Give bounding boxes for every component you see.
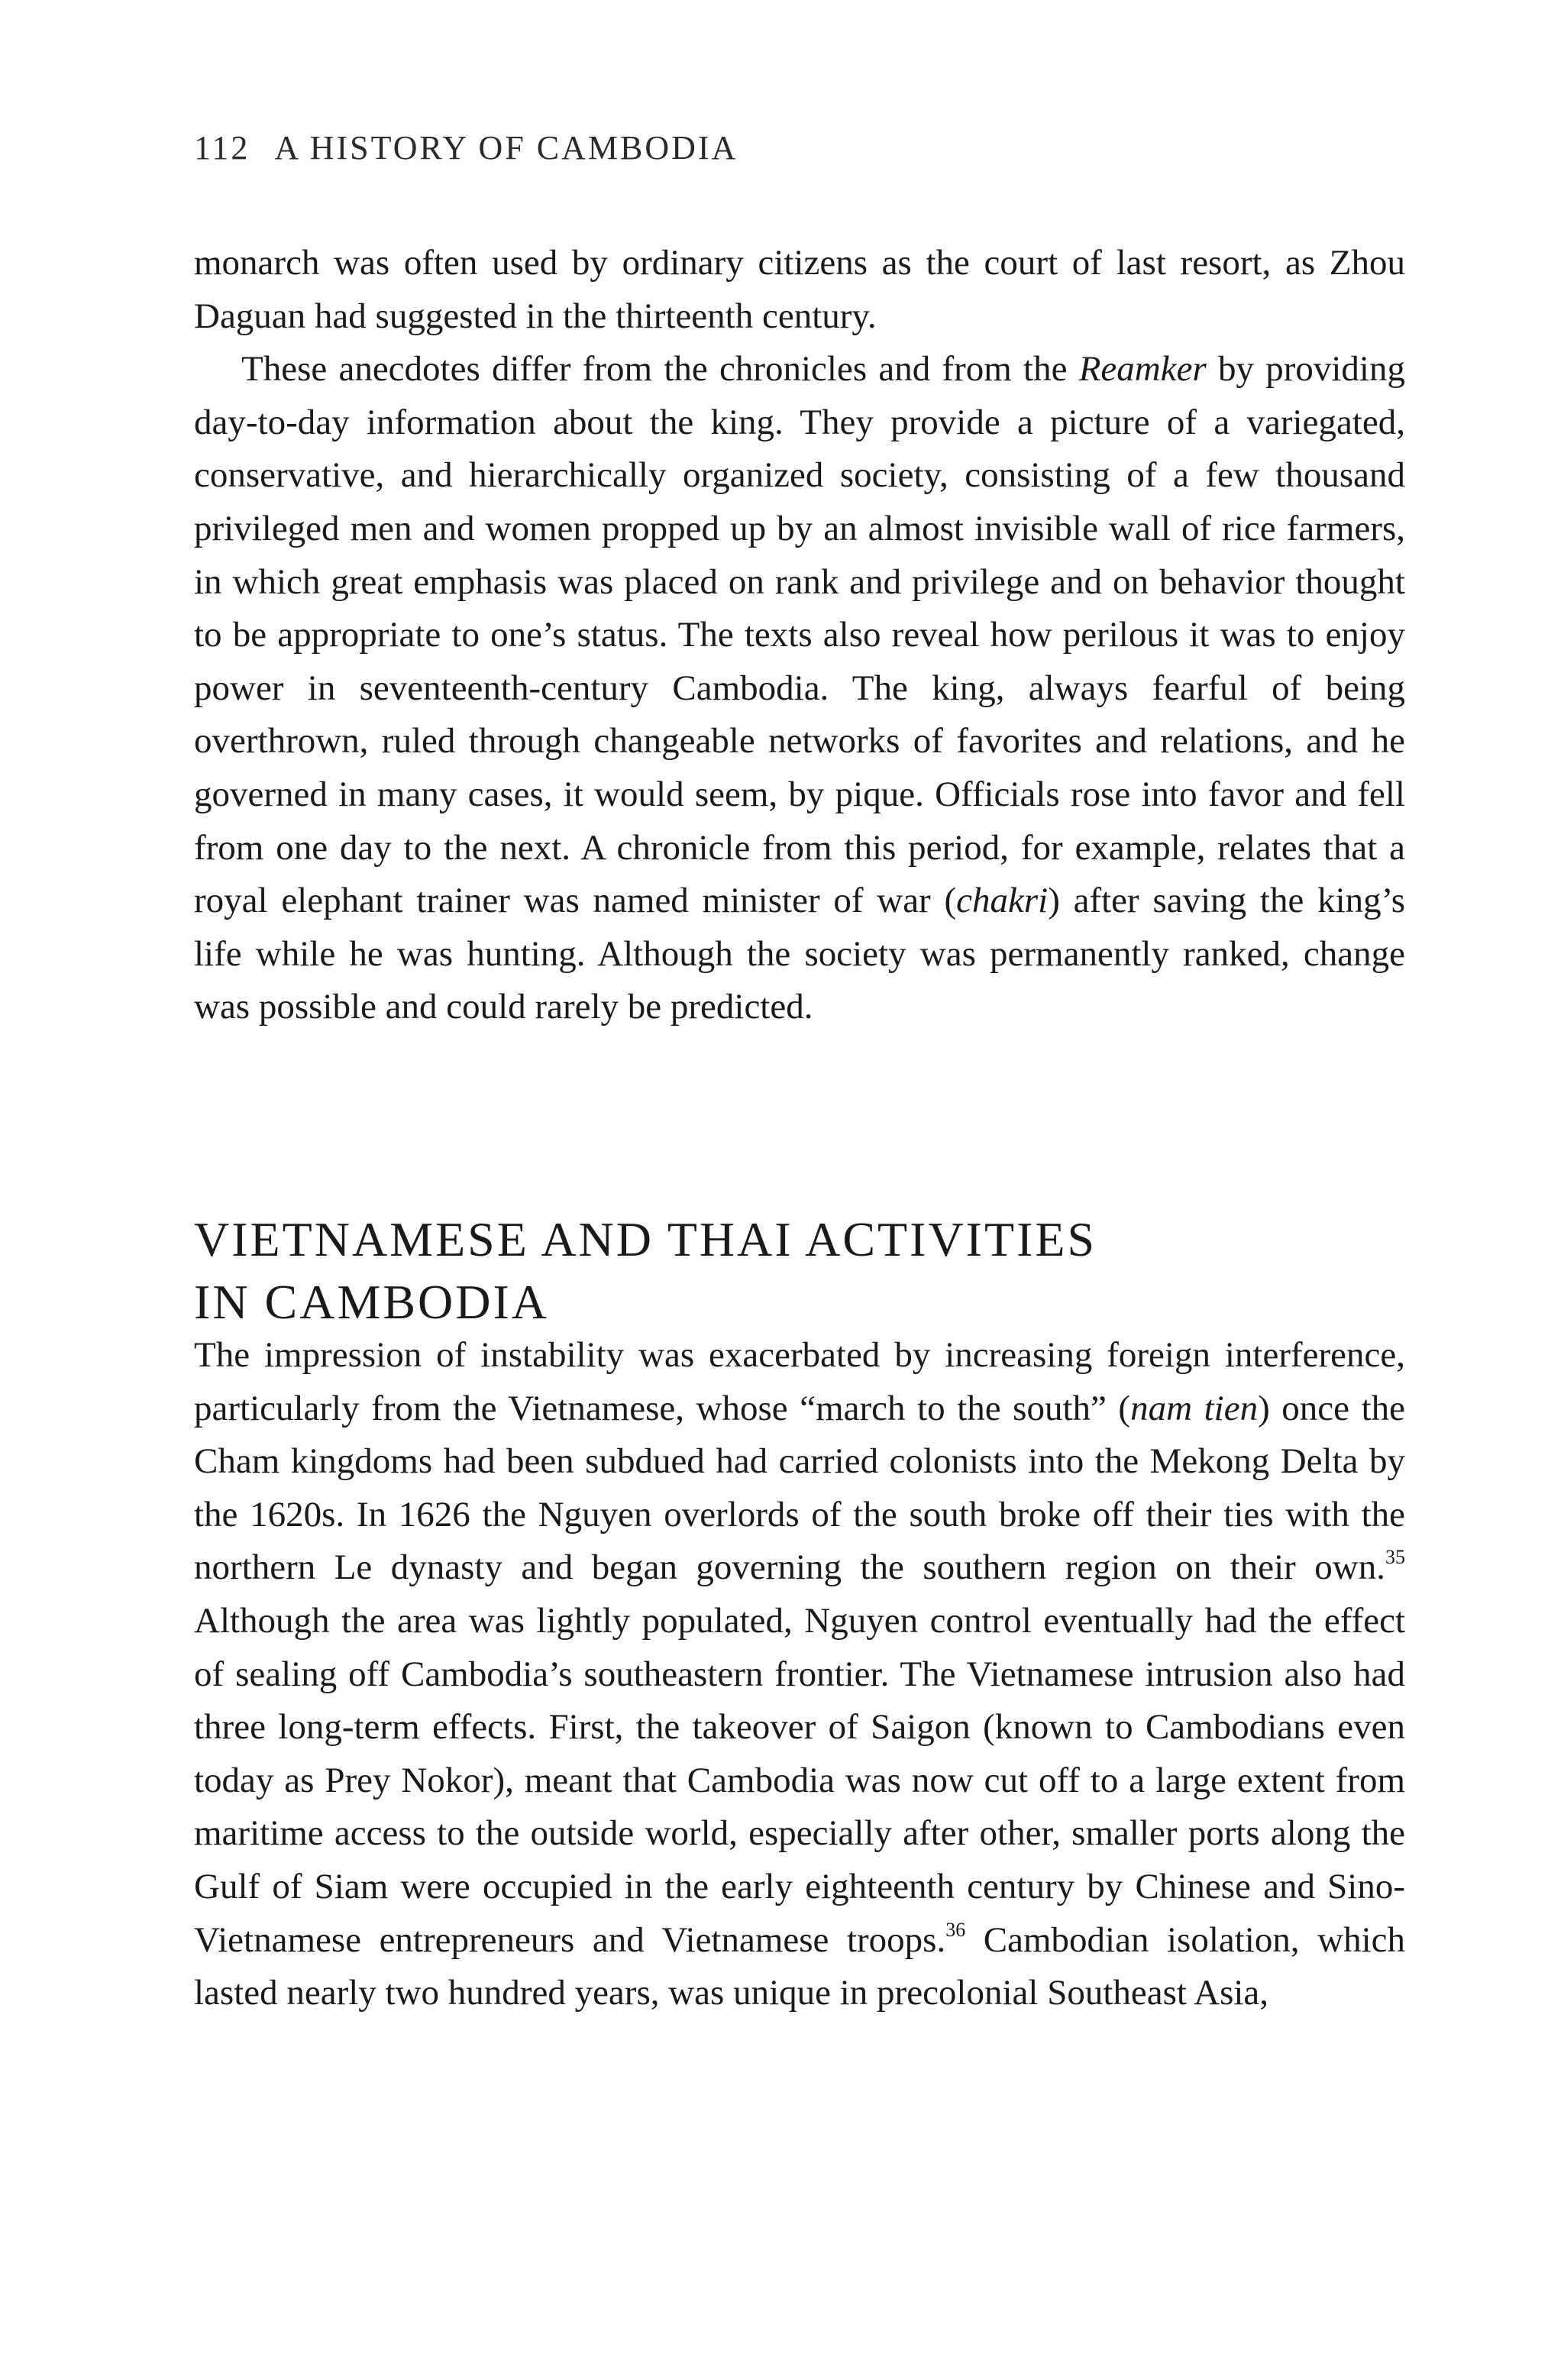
running-head-title: A HISTORY OF CAMBODIA (274, 129, 738, 167)
italic-nam-tien: nam tien (1130, 1388, 1259, 1428)
paragraph-anecdotes (194, 343, 1405, 1034)
body-text-section (194, 1329, 1405, 2020)
footnote-ref-35[interactable]: 35 (1385, 1546, 1405, 1569)
paragraph-continued: monarch was often used by ordinary citizens as the court of last resort, as Zhou Daguan had suggested in the thirteenth century. (194, 243, 1405, 336)
paragraph-instability-part-1: The impression of instability was exacerbated by increasing foreign interference, particularly from the Vietnamese, whose “march to the south” ( (194, 1335, 1405, 1428)
section-heading-line-2: IN CAMBODIA (194, 1275, 549, 1329)
paragraph-anecdotes-part-1: These anecdotes differ from the chronicles and from the (241, 349, 1079, 390)
paragraph-instability-part-4: Cambodian isolation, which lasted nearly two hundred years, was unique in precolonial Southeast Asia, (194, 1919, 1406, 2013)
paragraph-instability (194, 1329, 1405, 2020)
italic-chakri: chakri (956, 881, 1049, 921)
section-heading (194, 1208, 1405, 1334)
footnote-ref-36[interactable]: 36 (945, 1918, 966, 1941)
section-heading-line-1: VIETNAMESE AND THAI ACTIVITIES (194, 1212, 1097, 1266)
running-head (194, 128, 738, 167)
body-text-top (194, 237, 1405, 1034)
paragraph-anecdotes-part-3: ) after saving the king’s life while he was hunting. Although the society was permanently ranked, change was possible and could rarely be predicted. (194, 881, 1405, 1027)
italic-reamker: Reamker (1078, 349, 1207, 390)
page-number: 112 (194, 129, 250, 167)
paragraph-instability-part-3: Although the area was lightly populated, Nguyen control eventually had the effect of sealing off Cambodia’s southeastern frontier. The Vietnamese intrusion also had three long-term effects. First, the takeover of Saigon (known to Cambodians even today as Prey Nokor), meant that Cambodia was now cut off to a large extent from maritime access to the outside world, especially after other, smaller ports along the Gulf of Siam were occupied in the early eighteenth century by Chinese and Sino-Vietnamese entrepreneurs and Vietnamese troops. (194, 1600, 1405, 1960)
paragraph-instability-part-2: ) once the Cham kingdoms had been subdued had carried colonists into the Mekong Delta by the 1620s. In 1626 the Nguyen overlords of the south broke off their ties with the northern Le dynasty and began governing the southern region on their own. (194, 1388, 1405, 1588)
paragraph-anecdotes-part-2: by providing day-to-day information about the king. They provide a picture of a variegated, conservative, and hierarchically organized society, consisting of a few thousand privileged men and women propped up by an almost invisible wall of rice farmers, in which great emphasis was placed on rank and privilege and on behavior thought to be appropriate to one’s status. The texts also reveal how perilous it was to enjoy power in seventeenth-century Cambodia. The king, always fearful of being overthrown, ruled through changeable networks of favorites and relations, and he governed in many cases, it would seem, by pique. Officials rose into favor and fell from one day to the next. A chronicle from this period, for example, relates that a royal elephant trainer was named minister of war ( (194, 349, 1405, 921)
